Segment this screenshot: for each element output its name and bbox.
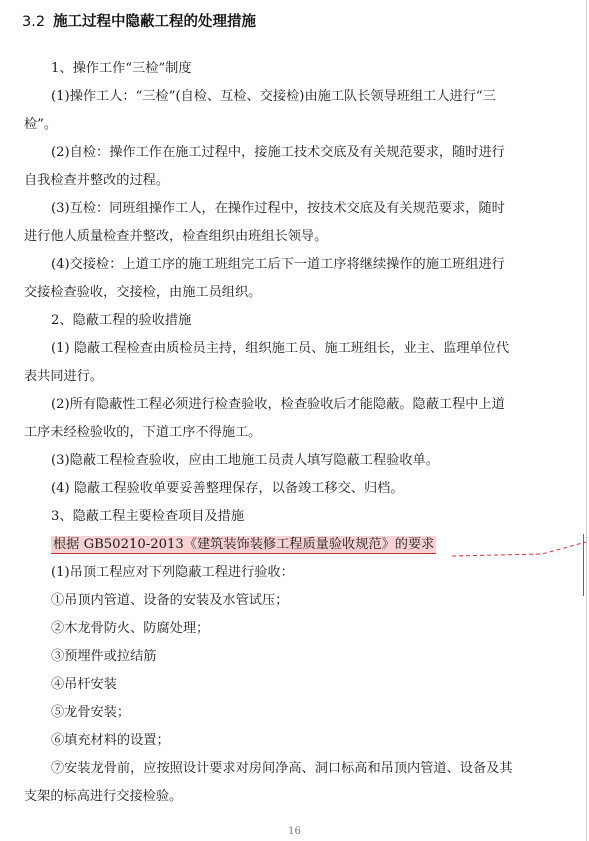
paragraph-line: (1) 隐蔽工程检查由质检员主持，组织施工员、施工班组长，业主、监理单位代 [51,341,510,356]
paragraph-line: 支架的标高进行交接检验。 [24,789,183,804]
paragraph-line: 交接检查验收，交接检，由施工员组织。 [24,285,262,300]
paragraph-line: 进行他人质量检查并整改，检查组织由班组长领导。 [24,229,328,244]
paragraph-line: 检”。 [24,117,58,132]
list-item: ⑦安装龙骨前，应按照设计要求对房间净高、洞口标高和吊顶内管道、设备及其 [51,761,513,776]
list-item: ④吊杆安装 [51,677,117,692]
paragraph-line: (4) 隐蔽工程验收单要妥善整理保存，以备竣工移交、归档。 [51,481,404,496]
paragraph-line: (3)互检：同班组操作工人，在操作过程中，按技术交底及有关规范要求，随时 [51,201,505,216]
paragraph-line: (1)吊顶工程应对下列隐蔽工程进行验收： [51,565,294,580]
list-item: ②木龙骨防火、防腐处理； [51,621,210,636]
highlighted-revision-line[interactable] [51,535,436,555]
section-number: 3.2 [22,14,46,30]
paragraph-line: 表共同进行。 [24,369,104,384]
paragraph-line: (2)自检：操作工作在施工过程中，接施工技术交底及有关规范要求，随时进行 [51,145,505,160]
subheading-acceptance-measures: 2、隐蔽工程的验收措施 [51,313,192,328]
paragraph-line: (4)交接检：上道工序的施工班组完工后下一道工序将继续操作的施工班组进行 [51,257,505,272]
paragraph-line: (3)隐蔽工程检查验收，应由工地施工员责人填写隐蔽工程验收单。 [51,453,439,468]
list-item: ③预埋件或拉结筋 [51,649,157,664]
list-item: ⑤龙骨安装； [51,705,131,720]
subheading-inspection-items: 3、隐蔽工程主要检查项目及措施 [51,509,245,524]
page-edge [586,0,587,841]
revision-highlight[interactable]: 根据 GB50210-2013《建筑装饰装修工程质量验收规范》的要求 [53,537,435,552]
paragraph-line: 工序未经检验收的，下道工序不得施工。 [24,425,262,440]
list-item: ①吊顶内管道、设备的安装及水管试压； [51,593,289,608]
revision-comment-connector [452,540,588,558]
section-heading [22,10,256,31]
paragraph-line: (2)所有隐蔽性工程必须进行检查验收，检查验收后才能隐蔽。隐蔽工程中上道 [51,397,505,412]
page-number: 16 [288,826,301,837]
paragraph-line: 自我检查并整改的过程。 [24,173,170,188]
subheading-three-checks: 1、操作工作“三检”制度 [51,61,192,76]
section-title: 施工过程中隐蔽工程的处理措施 [53,14,257,30]
list-item: ⑥填充材料的设置； [51,733,170,748]
paragraph-line: (1)操作工人：“三检”(自检、互检、交接检)由施工队长领导班组工人进行“三 [51,89,496,104]
